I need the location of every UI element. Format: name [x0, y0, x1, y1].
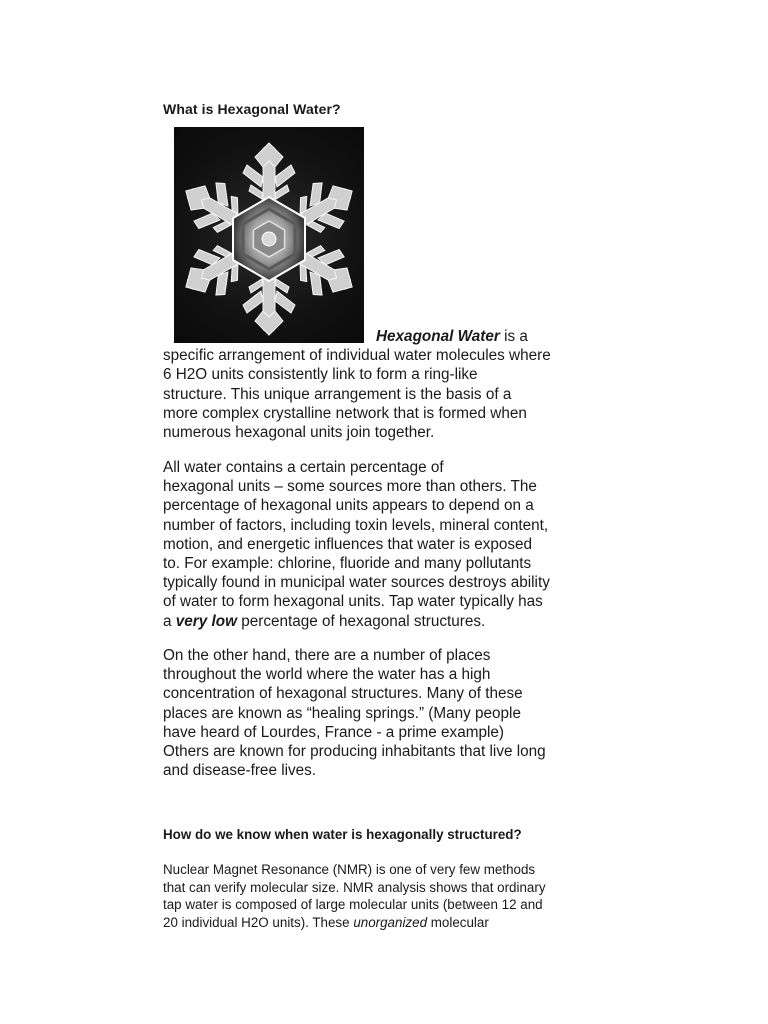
text-run: a [163, 612, 176, 630]
paragraph-line [163, 612, 623, 631]
paragraph-line: tap water is composed of large molecular units (between 12 and [163, 897, 543, 913]
paragraph-nmr [163, 861, 623, 931]
paragraph-line: Nuclear Magnet Resonance (NMR) is one of very few methods [163, 862, 536, 877]
ice-crystal-photo [174, 127, 364, 343]
paragraph-line: of water to form hexagonal units. Tap water typically has [163, 593, 543, 611]
paragraph-line: Others are known for producing inhabitants that live long [163, 743, 546, 761]
text-run: is a [499, 328, 528, 345]
paragraph-line: throughout the world where the water has a high [163, 666, 491, 684]
paragraph-line: and disease-free lives. [163, 762, 317, 780]
paragraph-line: have heard of Lourdes, France - a prime example) [163, 723, 504, 741]
paragraph-healing-springs [163, 646, 623, 780]
paragraph-line: structure. This unique arrangement is the basis of a [163, 385, 512, 403]
emphasis-unorganized: unorganized [353, 914, 428, 930]
paragraph-line: specific arrangement of individual water molecules where [163, 347, 551, 365]
paragraph-line: hexagonal units – some sources more than others. The [163, 478, 537, 496]
text-run: percentage of hexagonal structures. [236, 612, 486, 630]
paragraph-line: motion, and energetic influences that water is exposed [163, 535, 533, 553]
paragraph-line: that can verify molecular size. NMR analysis shows that ordinary [163, 879, 546, 895]
paragraph-line: 6 H2O units consistently link to form a ring-like [163, 366, 478, 384]
paragraph-line: concentration of hexagonal structures. Many of these [163, 685, 523, 703]
emphasis-very-low: very low [175, 612, 237, 630]
text-run: molecular [427, 914, 489, 930]
paragraph-line: percentage of hexagonal units appears to depend on a [163, 497, 534, 515]
paragraph-line: numerous hexagonal units join together. [163, 424, 435, 442]
paragraph-line: places are known as “healing springs.” (Many people [163, 704, 521, 722]
paragraph-line: number of factors, including toxin levels, mineral content, [163, 516, 549, 534]
term-hexagonal-water: Hexagonal Water [376, 328, 500, 345]
paragraph-line: more complex crystalline network that is formed when [163, 404, 527, 422]
section-heading-what-is-hexagonal-water: What is Hexagonal Water? [163, 101, 341, 117]
snowflake-crystal-icon [174, 127, 364, 343]
paragraph-line: On the other hand, there are a number of places [163, 647, 491, 664]
paragraph-line [163, 914, 623, 932]
paragraph-line: All water contains a certain percentage of [163, 459, 444, 476]
section-heading-how-do-we-know: How do we know when water is hexagonally structured? [163, 827, 522, 842]
paragraph-line: to. For example: chlorine, fluoride and many pollutants [163, 555, 532, 573]
paragraph-line: typically found in municipal water sources destroys ability [163, 574, 550, 592]
text-run: 20 individual H2O units). These [163, 914, 354, 930]
paragraph-percentage [163, 458, 623, 631]
paragraph-definition [163, 327, 623, 442]
paragraph-line [163, 327, 623, 346]
